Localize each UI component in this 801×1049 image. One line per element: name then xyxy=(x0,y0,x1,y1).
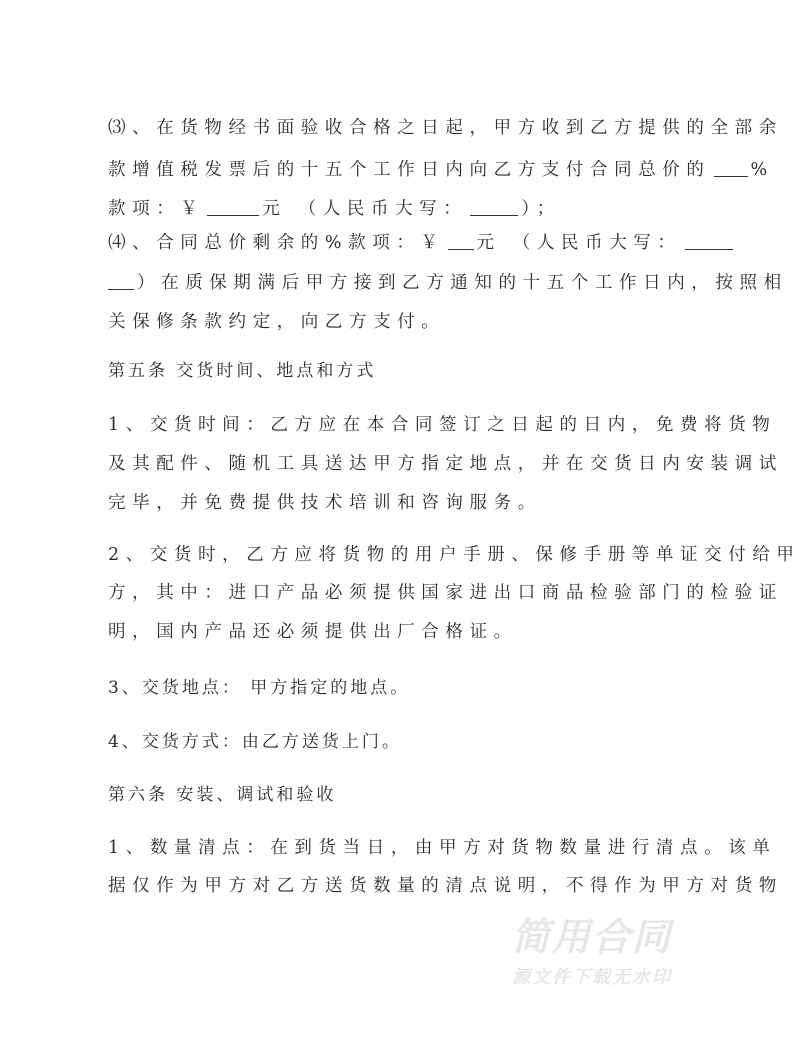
clause3-text-2: 款增值税发票后的十五个工作日内向乙方支付合同总价的 xyxy=(108,160,711,180)
clause4-line2 xyxy=(108,268,788,298)
clause4-line1 xyxy=(108,228,682,258)
clause3-close: ）； xyxy=(521,199,561,219)
delivery-method-text: 4、交货方式：由乙方送货上门。 xyxy=(108,732,402,752)
article5-item3 xyxy=(108,673,628,703)
clause4-text-3: 关保修条款约定，向乙方支付。 xyxy=(108,312,446,332)
clause4-rmb-blank-continued[interactable] xyxy=(108,271,134,290)
article5-item2-line3 xyxy=(108,617,628,647)
percent-sign: % xyxy=(750,160,774,180)
article5-item2-text: 2、交货时，乙方应将货物的用户手册、保修手册等单证交付给甲 xyxy=(108,545,801,565)
article5-item2-line2 xyxy=(108,578,783,608)
clause4-text-1: ⑷、合同总价剩余的%款项：￥ xyxy=(108,233,445,253)
article6-item1-line1 xyxy=(108,833,777,863)
rmb-uppercase-label: 元 （人民币大写： xyxy=(262,199,468,219)
clause4-line3 xyxy=(108,307,628,337)
clause3-line1 xyxy=(108,113,783,143)
amount-label: 款项：￥ xyxy=(108,199,205,219)
article6-item1-text: 1、数量清点：在到货当日，由甲方对货物数量进行清点。该单 xyxy=(108,838,777,858)
article5-item2-text: 方，其中：进口产品必须提供国家进出口商品检验部门的检验证 xyxy=(108,583,783,603)
article5-item1-line1 xyxy=(108,410,777,440)
article5-item1-text: 完毕，并免费提供技术培训和咨询服务。 xyxy=(108,493,542,513)
watermark xyxy=(512,915,687,993)
article5-item1-text: 及其配件、随机工具送达甲方指定地点，并在交货日内安装调试 xyxy=(108,454,783,474)
remaining-amount-blank-field[interactable] xyxy=(448,231,474,250)
rmb-uppercase-blank-field[interactable] xyxy=(470,197,518,216)
article5-heading xyxy=(108,356,628,386)
watermark-title: 简用合同 xyxy=(512,915,673,959)
article6-title: 第六条 安装、调试和验收 xyxy=(108,785,337,805)
article6-heading xyxy=(108,780,628,810)
article5-item2-line1 xyxy=(108,540,801,570)
clause4-rmb-label: 元 （人民币大写： xyxy=(476,233,682,253)
delivery-location-text: 3、交货地点： 甲方指定的地点。 xyxy=(108,678,411,698)
clause3-text-1: ⑶、在货物经书面验收合格之日起，甲方收到乙方提供的全部余 xyxy=(108,118,783,138)
clause3-line2 xyxy=(108,155,774,185)
amount-blank-field[interactable] xyxy=(207,197,259,216)
percent-blank-field[interactable] xyxy=(714,158,748,177)
article5-title: 第五条 交货时间、地点和方式 xyxy=(108,361,377,381)
clause4-rmb-blank-field[interactable] xyxy=(685,231,733,250)
watermark-subtitle: 源文件下载无水印 xyxy=(512,967,672,988)
article5-item4 xyxy=(108,727,628,757)
clause4-text-2: ）在质保期满后甲方接到乙方通知的十五个工作日内，按照相 xyxy=(137,273,788,293)
clause3-line3 xyxy=(108,194,628,224)
article5-item1-text: 1、交货时间：乙方应在本合同签订之日起的日内，免费将货物 xyxy=(108,415,777,435)
article5-item2-text: 明，国内产品还必须提供出厂合格证。 xyxy=(108,622,518,642)
article6-item1-text: 据仅作为甲方对乙方送货数量的清点说明，不得作为甲方对货物 xyxy=(108,876,783,896)
article6-item1-line2 xyxy=(108,871,783,901)
article5-item1-line3 xyxy=(108,488,628,518)
article5-item1-line2 xyxy=(108,449,783,479)
